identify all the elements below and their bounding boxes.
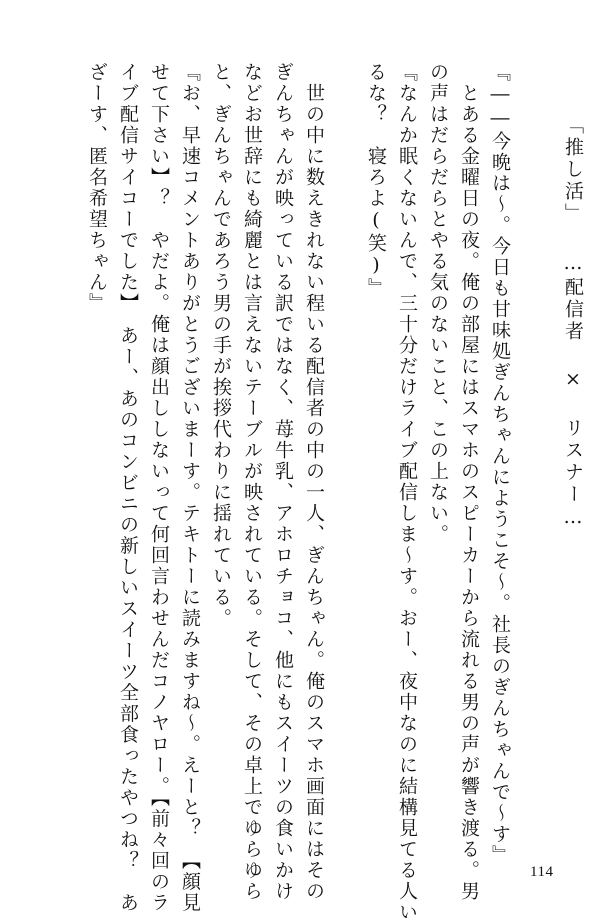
text-line-11: 『お、早速コメントありがとうございまーす。テキトーに読みますね～。えーと？ 【顔見 [179, 62, 201, 914]
page-number: 114 [530, 864, 554, 880]
text-line-5: るな？ 寝ろよ(笑)』 [365, 62, 387, 299]
text-line-7: 世の中に数えきれない程いる配信者の中の一人、ぎんちゃん。俺のスマホ画面にはその [303, 62, 325, 902]
text-line-13: イブ配信サイコーでした】 あー、あのコンビニの新しいスイーツ全部食ったやつね？ あ [117, 62, 139, 914]
text-line-2: とある金曜日の夜。俺の部屋にはスマホのスピーカーから流れる男の声が響き渡る。男 [458, 62, 480, 902]
text-line-8: ぎんちゃんが映っている訳ではなく、苺牛乳、アホロチョコ、他にもスイーツの食いかけ [272, 62, 294, 902]
text-line-10: と、ぎんちゃんであろう男の手が挨拶代わりに揺れている。 [210, 62, 232, 629]
chapter-title: 「推し活」 [562, 115, 584, 225]
text-line-14: ざーす、匿名希望ちゃん』 [86, 62, 108, 314]
text-line-1: 『――今晩は～。今日も甘味処ぎんちゃんにようこそ～。社長のぎんちゃんで～す』 [489, 62, 511, 866]
text-line-12: せて下さい】？ やだよ。俺は顔出ししないって何回言わせんだコノヤロー。【前々回のラ [148, 62, 170, 914]
text-line-9: などお世辞にも綺麗とは言えないテーブルが映されている。そして、その卓上でゆらゆら [241, 62, 263, 902]
text-line-3: の声はだらだらとやる気のないこと、この上ない。 [427, 62, 449, 545]
chapter-subtitle: …配信者 × リスナー… [562, 252, 584, 531]
text-line-4: 『なんか眠くないんで、三十分だけライブ配信しま～す。おー、夜中なのに結構見てる人い [396, 62, 418, 923]
